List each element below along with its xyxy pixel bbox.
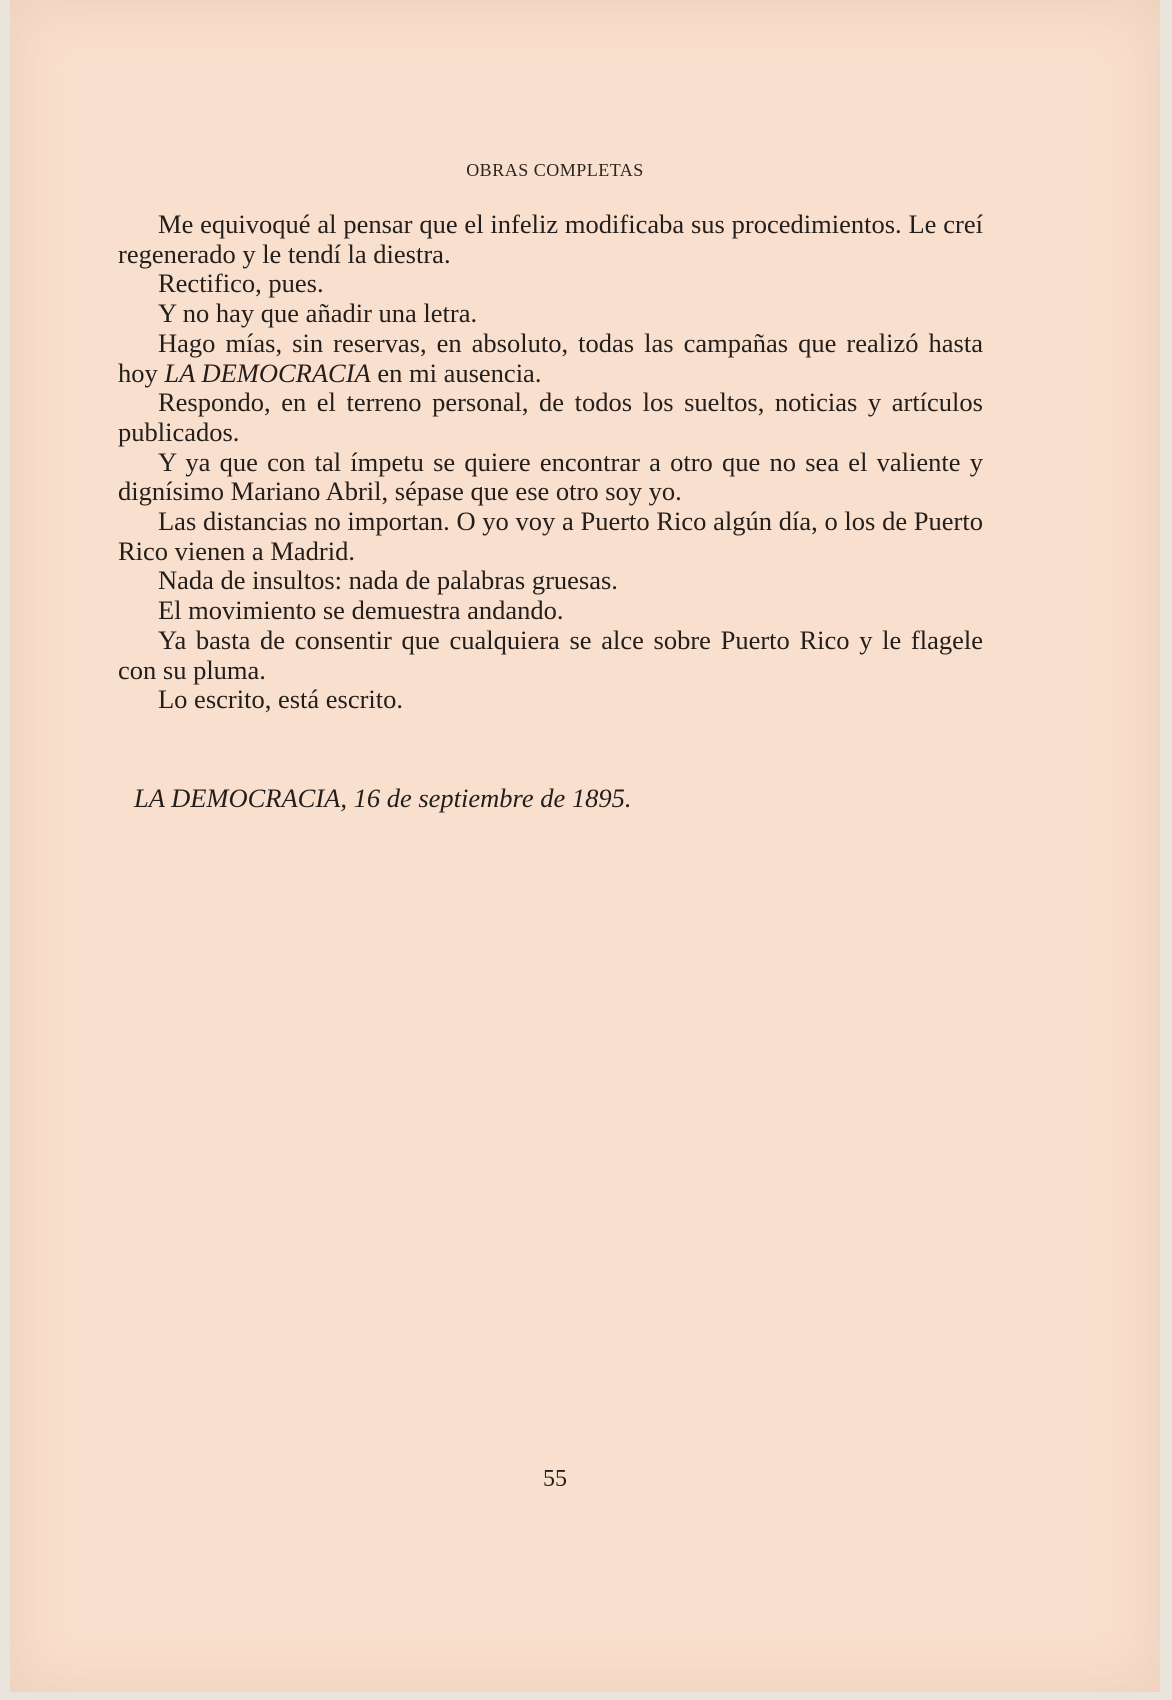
paragraph: Las distancias no importan. O yo voy a Puerto Rico algún día, o los de Puerto Rico vienen a Madrid. xyxy=(118,506,983,566)
paragraph: Ya basta de consentir que cualquiera se alce sobre Puerto Rico y le flagele con su pluma. xyxy=(118,624,983,685)
paragraph: Rectifico, pues. xyxy=(158,268,324,299)
running-header: OBRAS COMPLETAS xyxy=(466,160,644,180)
paragraph-text: Hago mías, sin reservas, en absoluto, todas las campañas que realizó hasta hoy xyxy=(118,327,983,388)
body-text xyxy=(118,210,983,715)
paragraph: El movimiento se demuestra andando. xyxy=(158,595,564,626)
paragraph xyxy=(118,329,983,388)
paragraph: Y no hay que añadir una letra. xyxy=(158,298,478,329)
paragraph: Me equivoqué al pensar que el infeliz modificaba sus procedimientos. Le creí regenerado y le tendí la diestra. xyxy=(118,209,983,269)
source-signature: LA DEMOCRACIA, 16 de septiembre de 1895. xyxy=(134,783,632,813)
paragraph: Lo escrito, está escrito. xyxy=(158,684,404,715)
paragraph-text: en mi ausencia. xyxy=(370,357,542,388)
paragraph: Y ya que con tal ímpetu se quiere encontrar a otro que no sea el valiente y dignísimo Mariano Abril, sépase que ese otro soy yo. xyxy=(118,446,983,507)
newspaper-title: LA DEMOCRACIA xyxy=(164,357,371,388)
page-number: 55 xyxy=(543,1466,567,1492)
book-page xyxy=(10,0,1160,1692)
paragraph: Nada de insultos: nada de palabras gruesas. xyxy=(158,565,618,596)
paragraph: Respondo, en el terreno personal, de todos los sueltos, noticias y artículos publicados. xyxy=(118,387,983,447)
